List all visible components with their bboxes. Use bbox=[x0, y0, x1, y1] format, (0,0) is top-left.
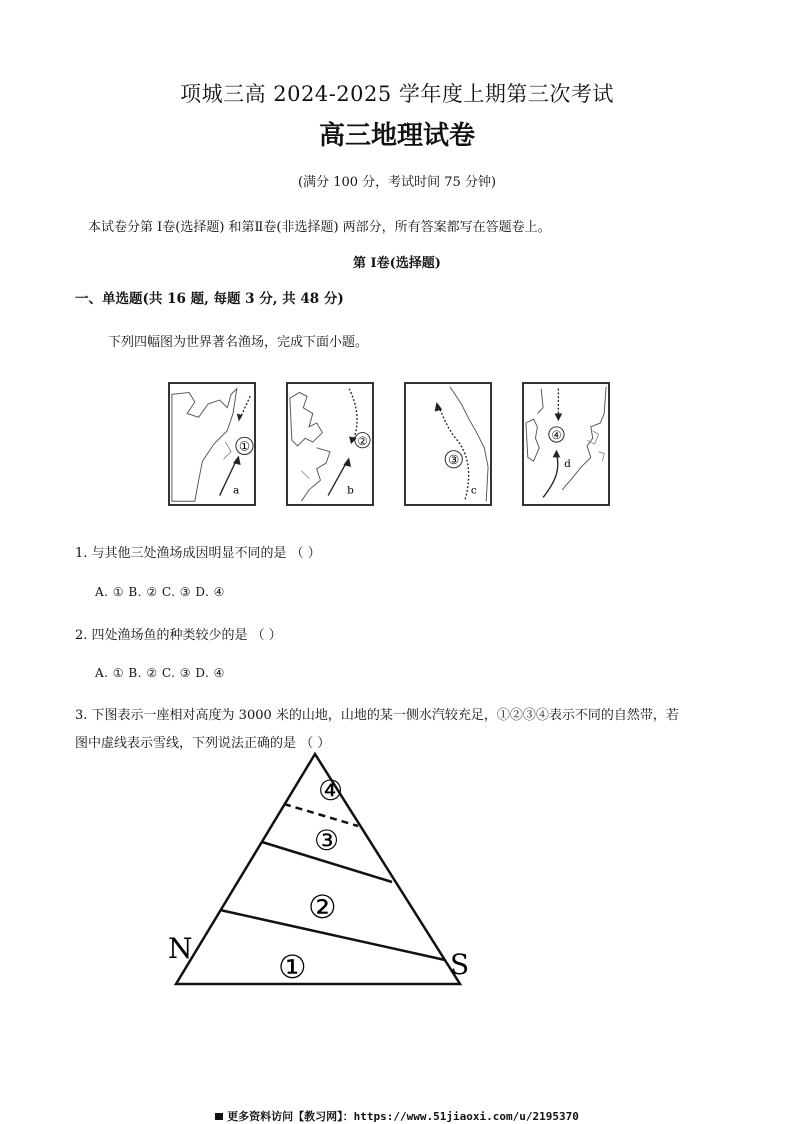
map-3-current-label: c bbox=[470, 484, 477, 497]
question-3-stem-line2: 图中虚线表示雪线，下列说法正确的是 （ ） bbox=[75, 736, 331, 751]
north-label: N bbox=[168, 932, 193, 965]
map-1-current-label: a bbox=[233, 484, 240, 497]
question-2-options: A. ① B. ② C. ③ D. ④ bbox=[95, 666, 225, 680]
snow-line bbox=[284, 804, 358, 826]
fishery-map-2 bbox=[286, 382, 374, 506]
map-1-number: ① bbox=[238, 438, 251, 454]
zone-1-label: ① bbox=[278, 948, 307, 986]
question-2-stem: 2. 四处渔场鱼的种类较少的是 （ ） bbox=[75, 628, 282, 643]
fishery-map-3 bbox=[404, 382, 492, 506]
fishery-map-4 bbox=[522, 382, 610, 506]
passage-text: 下列四幅图为世界著名渔场，完成下面小题。 bbox=[108, 335, 369, 350]
fishery-map-1 bbox=[168, 382, 256, 506]
exam-intro: 本试卷分第 Ⅰ卷(选择题) 和第Ⅱ卷(非选择题) 两部分，所有答案都写在答题卷上。 bbox=[88, 220, 551, 235]
zone-4-label: ④ bbox=[318, 774, 344, 807]
fishery-map-3-graphic bbox=[406, 384, 490, 504]
map-2-number: ② bbox=[357, 433, 368, 448]
fishery-map-4-graphic bbox=[524, 384, 608, 504]
zone-2-label: ② bbox=[308, 888, 337, 926]
exam-info: (满分 100 分，考试时间 75 分钟) bbox=[297, 175, 497, 190]
volume-title: 第 Ⅰ卷(选择题) bbox=[353, 256, 441, 271]
south-label: S bbox=[450, 948, 470, 981]
map-4-number: ④ bbox=[551, 428, 562, 443]
zone-3-label: ③ bbox=[314, 824, 340, 857]
map-4-current-label: d bbox=[564, 457, 571, 470]
question-1-stem: 1. 与其他三处渔场成因明显不同的是 （ ） bbox=[75, 546, 321, 561]
question-1-options: A. ① B. ② C. ③ D. ④ bbox=[95, 585, 225, 599]
exam-subject-title: 高三地理试卷 bbox=[318, 121, 475, 151]
fishery-map-1-graphic bbox=[170, 384, 254, 504]
exam-title: 项城三高 2024-2025 学年度上期第三次考试 bbox=[180, 82, 614, 106]
map-3-number: ③ bbox=[448, 452, 460, 468]
footer-link-line bbox=[0, 1108, 794, 1124]
question-3-stem-line1: 3. 下图表示一座相对高度为 3000 米的山地，山地的某一侧水汽较充足，①②③④表示不同的自然带，若 bbox=[75, 708, 679, 723]
mountain-zone-diagram bbox=[160, 748, 480, 998]
section-title: 一、单选题(共 16 题, 每题 3 分, 共 48 分) bbox=[75, 291, 344, 307]
fishery-map-2-graphic bbox=[288, 384, 372, 504]
flag-icon bbox=[215, 1113, 223, 1120]
map-2-current-label: b bbox=[347, 484, 354, 497]
footer-text[interactable]: 更多资料访问【教习网】：https://www.51jiaoxi.com/u/2195370 bbox=[227, 1110, 579, 1123]
